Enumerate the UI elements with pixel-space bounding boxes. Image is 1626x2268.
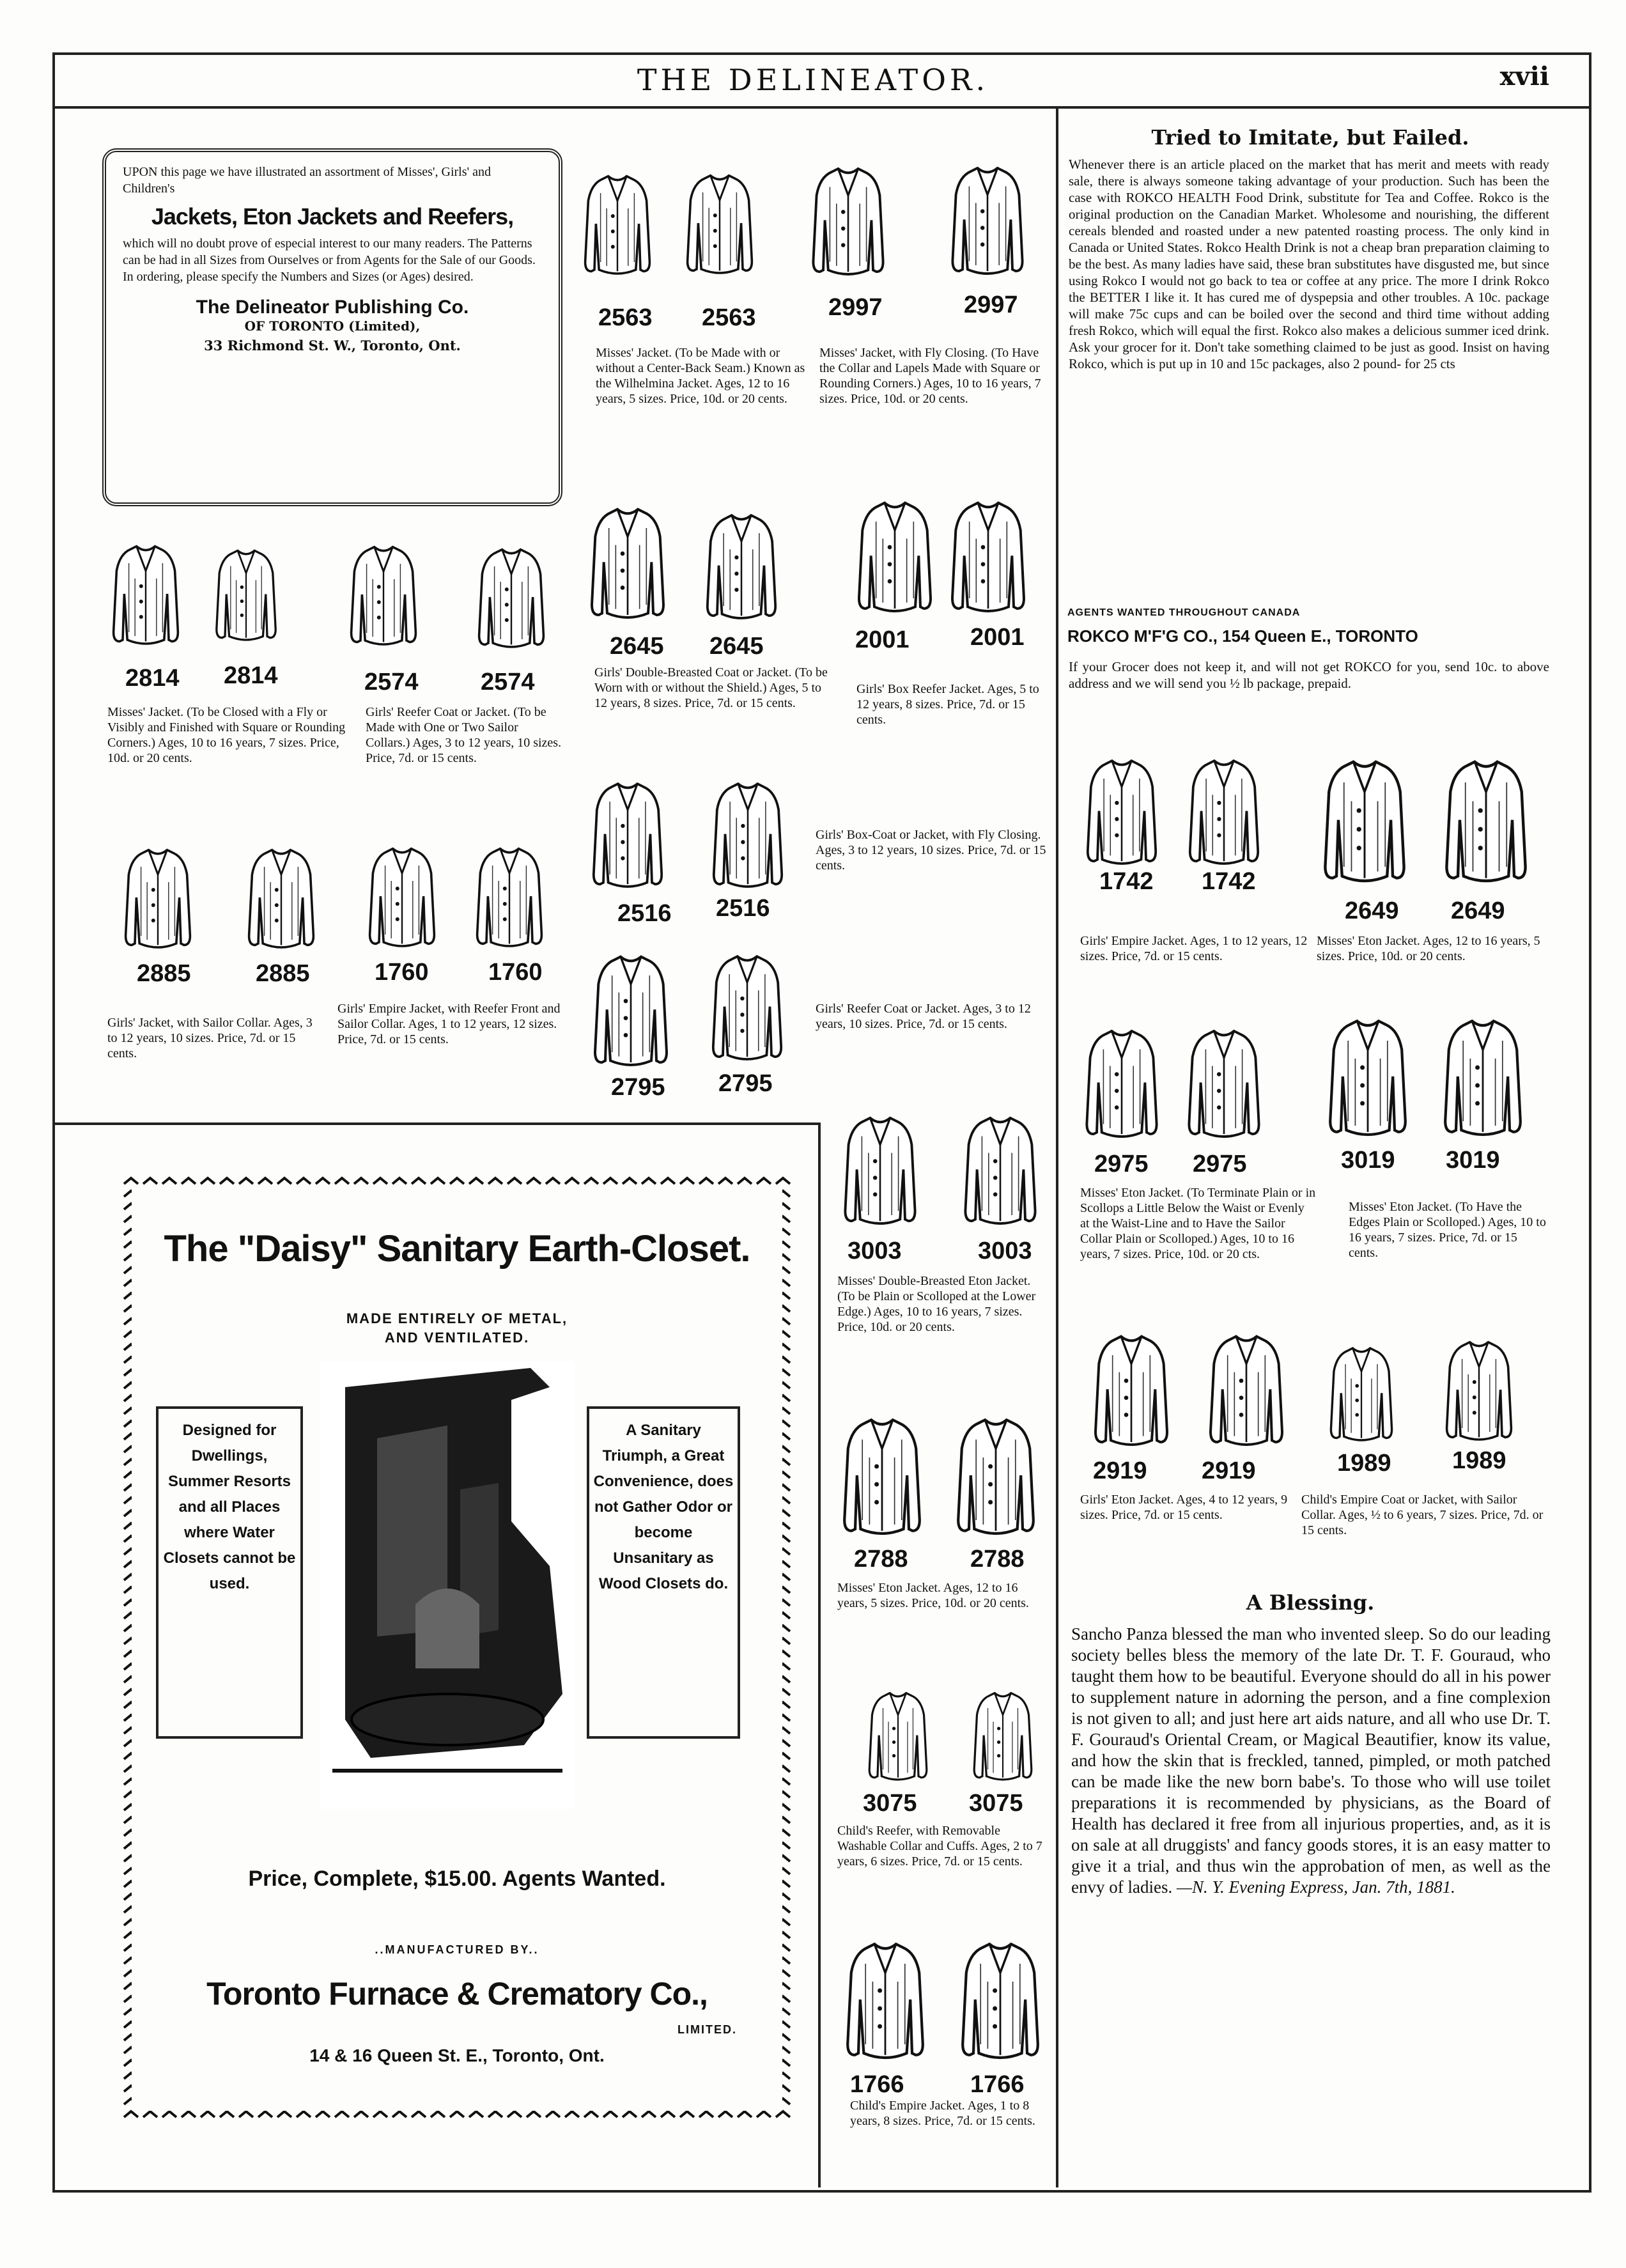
pattern-number: 2563: [598, 304, 653, 331]
pattern-number: 2975: [1094, 1151, 1149, 1177]
pattern-number: 3003: [848, 1238, 902, 1264]
jacket-figure-3019b: [1438, 1014, 1528, 1148]
daisy-ad-address: 14 & 16 Queen St. E., Toronto, Ont.: [309, 2046, 605, 2065]
pattern-number: 1766: [970, 2071, 1025, 2098]
jacket-figure-2975a: [1080, 1023, 1163, 1151]
pattern-number: 2563: [702, 304, 756, 331]
jacket-figure-2919b: [1195, 1330, 1297, 1457]
pattern-description: Misses' Jacket. (To be Made with or without a Center-Back Seam.) Known as the Wilhelmina Jacket. Ages, 12 to 16 years, 5 sizes. Price, 10d. or 20 cents.: [596, 346, 805, 406]
blessing-source: —N. Y. Evening Express, Jan. 7th, 1881.: [1176, 1877, 1455, 1897]
jacket-figure-2649a: [1317, 754, 1413, 895]
pattern-description: Girls' Reefer Coat or Jacket. (To be Made with One or Two Sailor Collars.) Ages, 3 to 12 years, 10 sizes. Price, 7d. or 15 cents.: [366, 705, 562, 765]
jacket-figure-2563b: [681, 153, 758, 300]
pattern-number: 1989: [1452, 1447, 1506, 1474]
rokco-company: ROKCO M'F'G CO., 154 Queen E., TORONTO: [1067, 626, 1418, 646]
pattern-number: 2975: [1193, 1151, 1247, 1177]
blessing-title: A Blessing.: [1246, 1590, 1375, 1615]
jacket-figure-1989a: [1310, 1342, 1413, 1451]
pattern-number: 2885: [137, 960, 191, 987]
jacket-figure-2795a: [583, 950, 679, 1078]
pattern-number: 2814: [224, 662, 278, 689]
daisy-ad-limited: LIMITED.: [678, 2023, 737, 2036]
jacket-figure-2788b: [951, 1413, 1041, 1547]
jacket-figure-2516b: [703, 777, 793, 899]
intro-lead: UPON this page we have illustrated an assortment of Misses', Girls' and Children's: [123, 165, 491, 196]
jacket-figure-1742a: [1080, 754, 1163, 876]
ad-right-rule: [818, 1122, 821, 2187]
pattern-number: 2919: [1093, 1457, 1147, 1484]
pattern-number: 2788: [970, 1546, 1025, 1573]
pattern-description: Child's Empire Jacket. Ages, 1 to 8 years, 8 sizes. Price, 7d. or 15 cents.: [850, 2099, 1035, 2128]
jacket-figure-2563a: [579, 151, 656, 304]
pattern-number: 2997: [828, 294, 883, 321]
pattern-number: 1989: [1337, 1450, 1391, 1477]
pattern-description: Girls' Double-Breasted Coat or Jacket. (To be Worn with or without the Shield.) Ages, 5 to 12 years, 8 sizes. Price, 7d. or 15 cents.: [594, 665, 828, 710]
daisy-ad-manufactured: ..MANUFACTURED BY..: [375, 1943, 539, 1956]
intro-headline: Jackets, Eton Jackets and Reefers,: [151, 203, 514, 229]
blessing-body: Sancho Panza blessed the man who invented sleep. So do our leading society belles bless the memory of the late Dr. T. F. Gouraud, who taught them how to be beautiful. Everyone should do all in his power to supplement nature in adorning the person, and a fine complexion is not given to all; and just here art aids nature, and all who use Dr. T. F. Gouraud's Oriental Cream, or Magical Beautifier, know its value, and how the skin that is freckled, tanned, pimpled, or moth patched can be made like the new born babe's. To those who will use toilet preparations it is recommended by physicians, as the Board of Health has declared it free from all injurious properties, and, as it is on sale at all druggists' and fancy goods stores, it is an easy matter to give it a trial, and thus win the approbation of men, as well as the envy of ladies.: [1071, 1624, 1551, 1897]
pattern-description: Misses' Jacket, with Fly Closing. (To Have the Collar and Lapels Made with Square or Rounding Corners.) Ages, 10 to 16 years, 7 sizes. Price, 10d. or 20 cents.: [819, 346, 1041, 406]
jacket-figure-1760b: [461, 843, 557, 958]
pattern-number: 1766: [850, 2071, 904, 2098]
pattern-number: 2649: [1345, 897, 1399, 924]
jacket-figure-2645a: [583, 502, 672, 630]
jacket-figure-2574a: [339, 541, 428, 656]
pattern-number: 2645: [709, 633, 764, 660]
pattern-number: 1742: [1202, 868, 1256, 895]
jacket-figure-2516a: [583, 777, 672, 899]
intro-notice: [102, 148, 562, 506]
header-rule: [52, 106, 1589, 109]
publisher-sub: OF TORONTO (Limited),: [244, 318, 421, 334]
pattern-number: 2001: [855, 626, 910, 653]
pattern-number: 3003: [978, 1238, 1032, 1264]
daisy-ad-price: Price, Complete, $15.00. Agents Wanted.: [248, 1867, 666, 1891]
jacket-figure-2997b: [946, 153, 1029, 294]
jacket-figure-2001a: [850, 496, 940, 624]
jacket-figure-2788a: [837, 1413, 927, 1547]
pattern-number: 2574: [364, 669, 419, 695]
page-number: xvii: [1499, 61, 1549, 91]
jacket-figure-2814b: [211, 537, 281, 658]
jacket-figure-3075a: [850, 1688, 946, 1790]
jacket-figure-2975b: [1182, 1023, 1266, 1151]
pattern-description: Child's Empire Coat or Jacket, with Sailor Collar. Ages, ½ to 6 years, 7 sizes. Price, 7d. or 15 cents.: [1301, 1493, 1544, 1537]
pattern-description: Misses' Eton Jacket. Ages, 12 to 16 years, 5 sizes. Price, 10d. or 20 cents.: [1317, 934, 1540, 963]
masthead: THE DELINEATOR.: [637, 63, 989, 97]
pattern-description: Misses' Jacket. (To be Closed with a Fly or Visibly and Finished with Square or Rounding Corners.) Ages, 10 to 16 years, 7 sizes. Price, 10d. or 20 cents.: [107, 705, 346, 765]
pattern-number: 2795: [611, 1074, 665, 1101]
pattern-number: 3075: [863, 1790, 917, 1817]
pattern-description: Girls' Box Reefer Jacket. Ages, 5 to 12 years, 8 sizes. Price, 7d. or 15 cents.: [856, 682, 1039, 727]
pattern-number: 2814: [125, 665, 180, 692]
pattern-description: Misses' Eton Jacket. Ages, 12 to 16 years, 5 sizes. Price, 10d. or 20 cents.: [837, 1581, 1029, 1610]
jacket-figure-2885b: [230, 844, 332, 959]
daisy-ad-title: The "Daisy" Sanitary Earth-Closet.: [164, 1228, 750, 1270]
jacket-figure-1766b: [952, 1937, 1048, 2071]
publisher-address: 33 Richmond St. W., Toronto, Ont.: [204, 338, 461, 353]
jacket-figure-2574b: [467, 543, 556, 658]
daisy-ad-sub1: MADE ENTIRELY OF METAL,: [346, 1310, 568, 1326]
jacket-figure-2795b: [699, 950, 795, 1071]
jacket-figure-3075b: [955, 1688, 1051, 1790]
pattern-number: 3075: [969, 1790, 1023, 1817]
pattern-number: 1742: [1099, 868, 1154, 895]
jacket-figure-3003b: [959, 1110, 1042, 1238]
pattern-description: Misses' Eton Jacket. (To Terminate Plain or in Scollops a Little Below the Waist or Evenly at the Waist-Line and to Have the Sailor Collar Plain or Scolloped.) Ages, 10 to 16 years, 7 sizes. Price, 10d. or 20 cts.: [1080, 1186, 1316, 1261]
jacket-figure-2919a: [1080, 1330, 1182, 1457]
pattern-number: 2645: [610, 633, 664, 660]
pattern-number: 2795: [718, 1070, 773, 1097]
daisy-ad-left-box: Designed for Dwellings, Summer Resorts and all Places where Water Closets cannot be used.: [156, 1406, 303, 1739]
rokco-agents: AGENTS WANTED THROUGHOUT CANADA: [1067, 607, 1301, 618]
intro-body: which will no doubt prove of especial interest to our many readers. The Patterns can be had in all Sizes from Ourselves or from Agents for the Sale of our Goods. In ordering, please specify the Numbers and Sizes (or Ages) desired.: [123, 237, 536, 284]
pattern-number: 2516: [617, 900, 672, 927]
jacket-figure-2649b: [1438, 754, 1534, 895]
pattern-number: 3019: [1446, 1147, 1500, 1174]
daisy-ad-right-box: A Sanitary Triumph, a Great Convenience, does not Gather Odor or become Unsanitary as Wood Closets do.: [587, 1406, 740, 1739]
daisy-ad-company: Toronto Furnace & Crematory Co.,: [206, 1976, 708, 2012]
blessing-article: [1071, 1624, 1551, 1898]
rokco-title: Tried to Imitate, but Failed.: [1151, 125, 1469, 150]
daisy-ad-sub2: AND VENTILATED.: [384, 1330, 530, 1346]
pattern-description: Child's Reefer, with Removable Washable Collar and Cuffs. Ages, 2 to 7 years, 6 sizes. Price, 7d. or 15 cents.: [837, 1824, 1042, 1868]
jacket-figure-2997a: [807, 151, 890, 298]
pattern-number: 2574: [481, 669, 535, 695]
pattern-number: 2885: [256, 960, 310, 987]
pattern-number: 2516: [716, 895, 770, 922]
jacket-figure-3003a: [839, 1110, 922, 1238]
jacket-figure-2814a: [107, 537, 184, 658]
pattern-description: Girls' Empire Jacket, with Reefer Front and Sailor Collar. Ages, 1 to 12 years, 12 sizes. Price, 7d. or 15 cents.: [337, 1002, 561, 1046]
pattern-number: 3019: [1341, 1147, 1395, 1174]
right-column-rule: [1056, 106, 1058, 2187]
pattern-description: Girls' Reefer Coat or Jacket. Ages, 3 to 12 years, 10 sizes. Price, 7d. or 15 cents.: [816, 1002, 1031, 1031]
jacket-figure-1760a: [354, 843, 450, 958]
jacket-figure-1742b: [1182, 754, 1266, 876]
pattern-number: 2001: [970, 624, 1025, 651]
pattern-description: Girls' Empire Jacket. Ages, 1 to 12 years, 12 sizes. Price, 7d. or 15 cents.: [1080, 934, 1308, 963]
jacket-figure-2885a: [110, 844, 206, 959]
pattern-number: 1760: [375, 959, 429, 986]
pattern-number: 2788: [854, 1546, 908, 1573]
jacket-figure-1766a: [837, 1937, 933, 2071]
jacket-figure-2001b: [943, 496, 1033, 624]
pattern-description: Misses' Double-Breasted Eton Jacket. (To be Plain or Scolloped at the Lower Edge.) Ages, 10 to 16 years, 7 sizes. Price, 10d. or 20 cents.: [837, 1274, 1036, 1334]
pattern-description: Girls' Eton Jacket. Ages, 4 to 12 years, 9 sizes. Price, 7d. or 15 cents.: [1080, 1493, 1288, 1522]
pattern-number: 2997: [964, 291, 1018, 318]
jacket-figure-1989b: [1428, 1336, 1530, 1451]
jacket-figure-3019a: [1323, 1014, 1413, 1148]
pattern-number: 2919: [1202, 1457, 1256, 1484]
pattern-description: Misses' Eton Jacket. (To Have the Edges Plain or Scolloped.) Ages, 10 to 16 years, 7 sizes. Price, 7d. or 15 cents.: [1349, 1200, 1546, 1260]
ad-top-rule: [52, 1122, 819, 1125]
rokco-body: Whenever there is an article placed on the market that has merit and meets with ready sale, there is always someone taking advantage of your production. Such has been the case with ROKCO HEALTH Food Drink, substitute for Tea and Coffee. Rokco is the original production on the Canadian Market. Wholesome and nourishing, the different cereals blended and roasted under a new patented roasting process. The only kind in Canada or United States. Rokco Health Drink is not a cheap bran preparation claiming to be the best. As many ladies have said, these bran substitutes have disgusted me, but since using Rokco I would not go back to tea or coffee at any price. The more I drink Rokco the BETTER I like it. It has cured me of dyspepsia and other troubles. A 10c. package will make 75c cups and can be boiled over the second and third time without adding fresh Rokco, which will equal the first. Rokco also makes a delicious summer iced drink. Ask your grocer for it. Don't take something claimed to be just as good. Insist on having Rokco, which is put up in 10 and 15c packages, also 2 pound- for 25 cts: [1069, 157, 1549, 371]
pattern-description: Girls' Jacket, with Sailor Collar. Ages, 3 to 12 years, 10 sizes. Price, 7d. or 15 cents.: [107, 1016, 313, 1060]
publisher-name: The Delineator Publishing Co.: [196, 297, 469, 318]
jacket-figure-2645b: [697, 509, 786, 630]
pattern-number: 2649: [1451, 897, 1505, 924]
pattern-number: 1760: [488, 959, 543, 986]
rokco-footer: If your Grocer does not keep it, and will not get ROKCO for you, send 10c. to above address and we will send you ½ lb package, prepaid.: [1069, 659, 1549, 691]
pattern-description: Girls' Box-Coat or Jacket, with Fly Closing. Ages, 3 to 12 years, 10 sizes. Price, 7d. or 15 cents.: [816, 828, 1046, 873]
earth-closet-illustration: [320, 1362, 575, 1809]
